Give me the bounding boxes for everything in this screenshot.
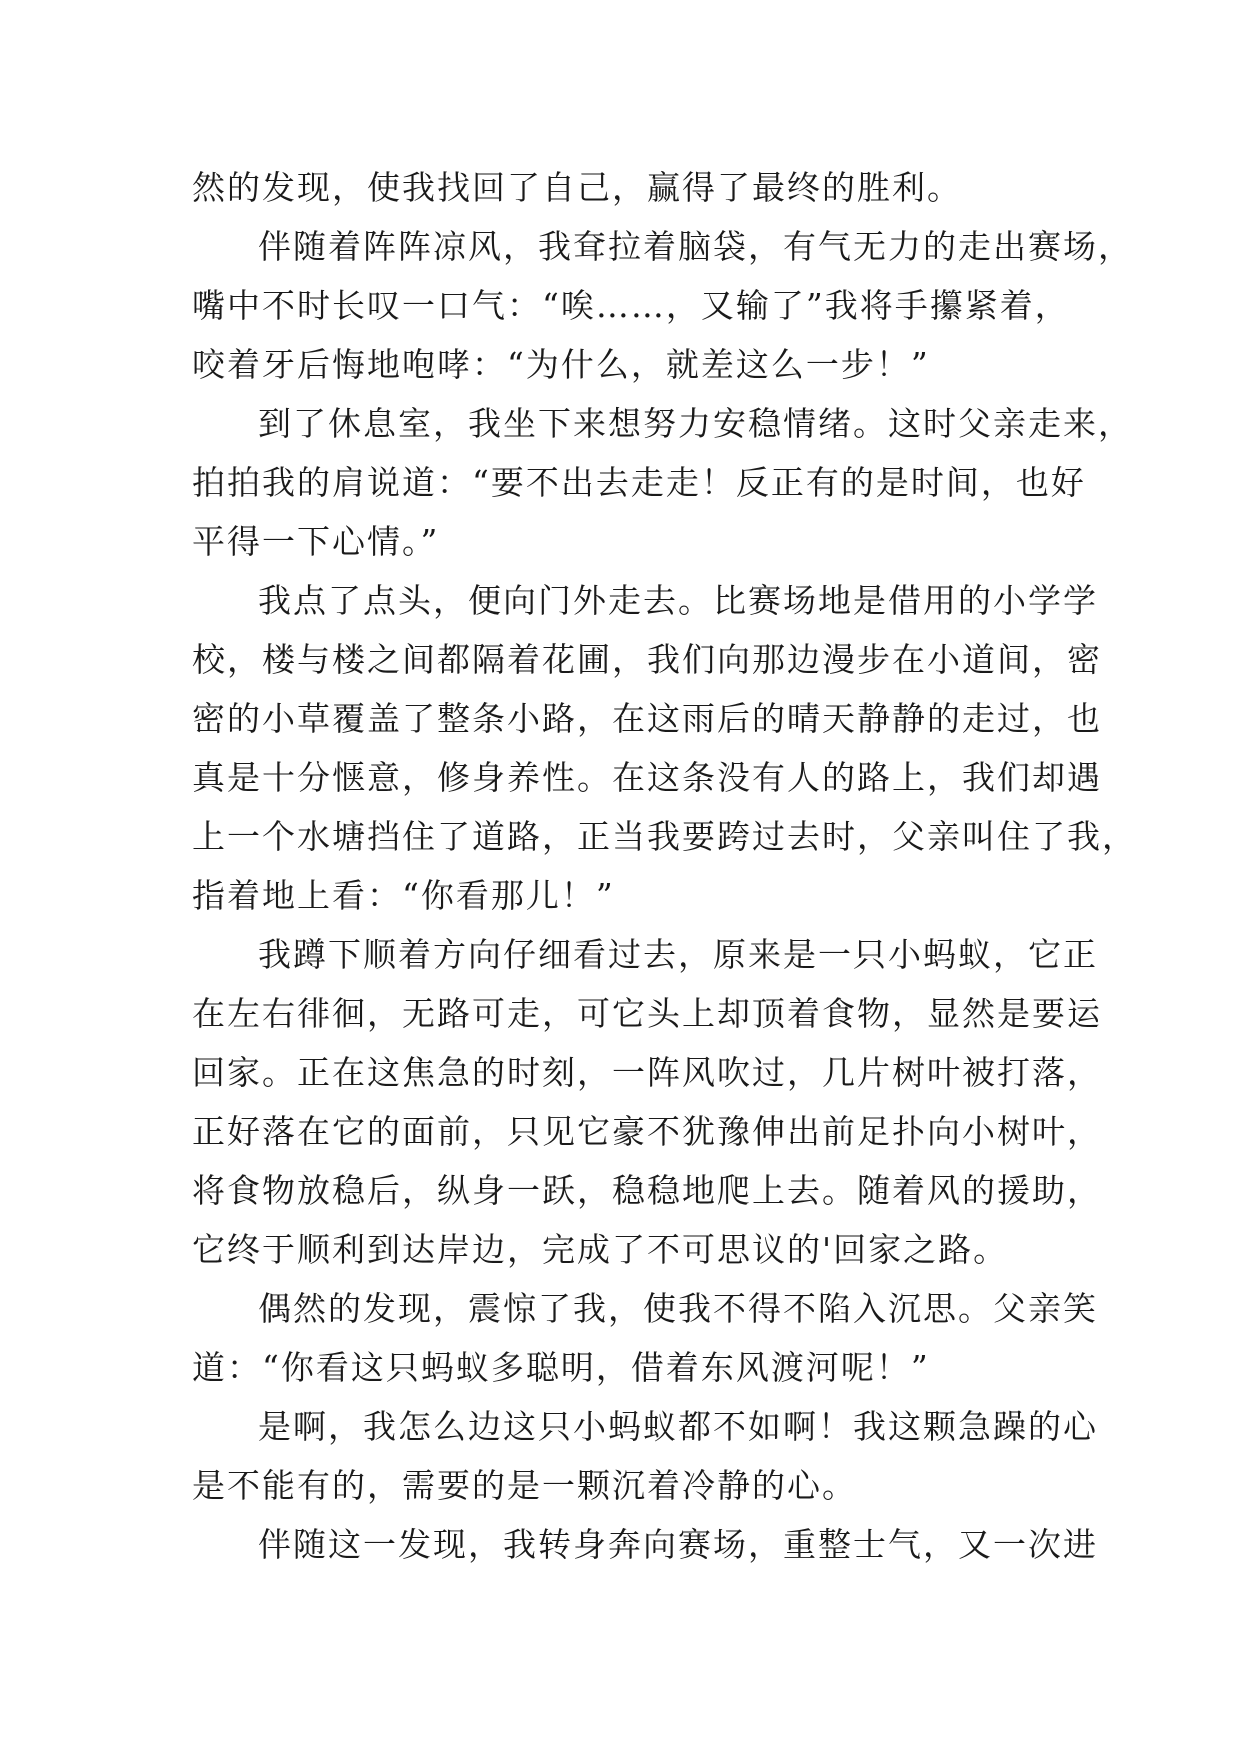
paragraph-start-line: 伴随着阵阵凉风，我耷拉着脑袋，有气无力的走出赛场， xyxy=(258,227,1133,266)
text-line: 是不能有的，需要的是一颗沉着冷静的心。 xyxy=(192,1466,857,1505)
paragraph-start-line: 偶然的发现，震惊了我，使我不得不陷入沉思。父亲笑 xyxy=(258,1289,1098,1328)
text-line: 咬着牙后悔地咆哮：“为什么，就差这么一步！” xyxy=(192,345,930,384)
paragraph-start-line: 到了休息室，我坐下来想努力安稳情绪。这时父亲走来， xyxy=(258,404,1133,443)
text-line: 回家。正在这焦急的时刻，一阵风吹过，几片树叶被打落， xyxy=(192,1053,1102,1092)
paragraph-start-line: 是啊，我怎么边这只小蚂蚁都不如啊！我这颗急躁的心 xyxy=(258,1407,1098,1446)
text-line: 它终于顺利到达岸边，完成了不可思议的'回家之路。 xyxy=(192,1230,1009,1269)
text-line: 正好落在它的面前，只见它豪不犹豫伸出前足扑向小树叶， xyxy=(192,1112,1102,1151)
text-line: 校，楼与楼之间都隔着花圃，我们向那边漫步在小道间，密 xyxy=(192,640,1102,679)
text-line: 嘴中不时长叹一口气：“唉……，又输了”我将手攥紧着， xyxy=(192,286,1070,325)
text-line: 在左右徘徊，无路可走，可它头上却顶着食物，显然是要运 xyxy=(192,994,1102,1033)
text-line: 然的发现，使我找回了自己，赢得了最终的胜利。 xyxy=(192,168,962,207)
text-line: 拍拍我的肩说道：“要不出去走走！反正有的是时间，也好 xyxy=(192,463,1086,502)
text-line: 指着地上看：“你看那儿！” xyxy=(192,876,615,915)
paragraph-start-line: 我蹲下顺着方向仔细看过去，原来是一只小蚂蚁，它正 xyxy=(258,935,1098,974)
paragraph-start-line: 我点了点头，便向门外走去。比赛场地是借用的小学学 xyxy=(258,581,1098,620)
text-line: 真是十分惬意，修身养性。在这条没有人的路上，我们却遇 xyxy=(192,758,1102,797)
text-line: 密的小草覆盖了整条小路，在这雨后的晴天静静的走过，也 xyxy=(192,699,1102,738)
text-line: 平得一下心情。” xyxy=(192,522,440,561)
text-line: 上一个水塘挡住了道路，正当我要跨过去时，父亲叫住了我， xyxy=(192,817,1137,856)
text-line: 道：“你看这只蚂蚁多聪明，借着东风渡河呢！” xyxy=(192,1348,930,1387)
paragraph-start-line: 伴随这一发现，我转身奔向赛场，重整士气，又一次进 xyxy=(258,1525,1098,1564)
text-line: 将食物放稳后，纵身一跃，稳稳地爬上去。随着风的援助， xyxy=(192,1171,1102,1210)
essay-body xyxy=(192,158,1137,1574)
